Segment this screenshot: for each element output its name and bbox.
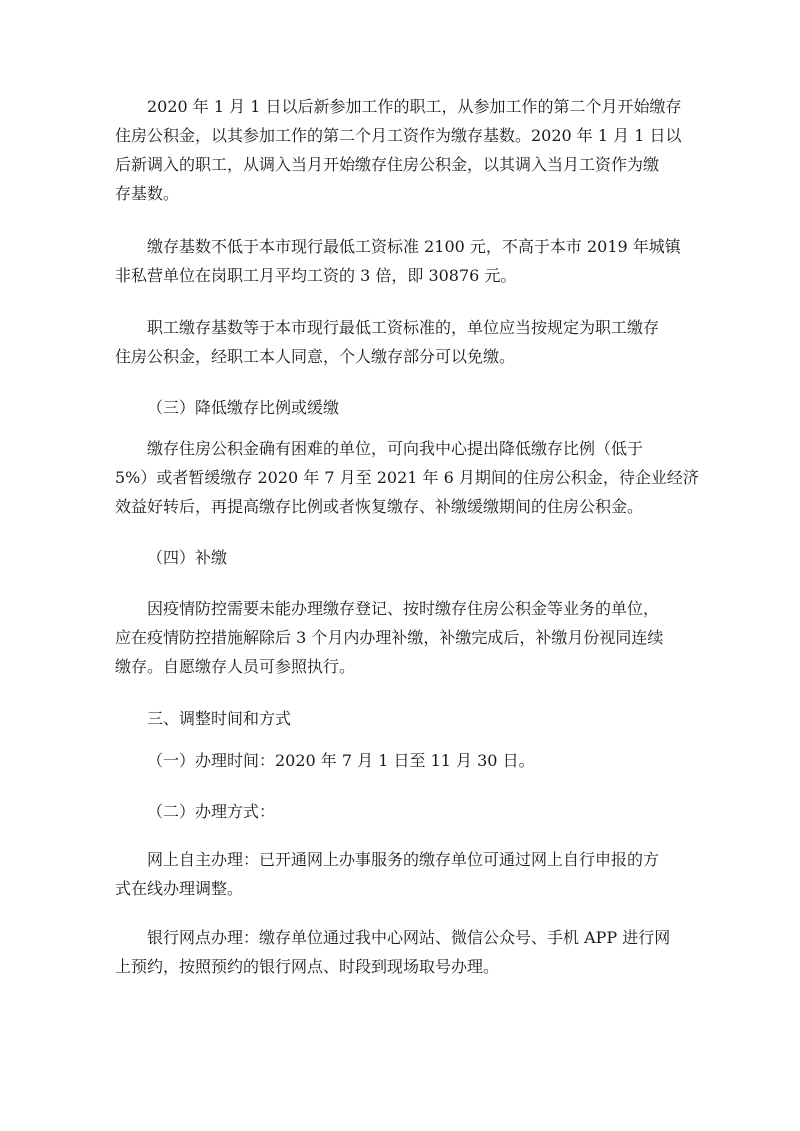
text-line: 存基数。 [115,184,180,203]
text-line: 因疫情防控需要未能办理缴存登记、按时缴存住房公积金等业务的单位， [147,599,660,618]
processing-method-heading: （二）办理方式： [147,802,276,821]
paragraph-base-limits [115,232,692,290]
section-heading-back-payment: （四）补缴 [147,548,228,567]
text-line: 缴存基数不低于本市现行最低工资标准 2100 元，不高于本市 2019 年城镇 [147,237,681,256]
text-line: 5%）或者暂缓缴存 2020 年 7 月至 2021 年 6 月期间的住房公积金，待企业经济 [115,468,699,487]
text-line: 应在疫情防控措施解除后 3 个月内办理补缴，补缴完成后，补缴月份视同连续 [115,628,664,647]
paragraph-minimum-wage-rule [115,313,692,371]
processing-time: （一）办理时间：2020 年 7 月 1 日至 11 月 30 日。 [147,751,535,770]
text-line: 住房公积金，以其参加工作的第二个月工资作为缴存基数。2020 年 1 月 1 日以 [115,126,682,145]
section-heading-timing-and-method: 三、调整时间和方式 [147,709,292,728]
section-heading-reduce-or-defer: （三）降低缴存比例或缓缴 [147,398,340,417]
paragraph-reduce-or-defer [115,434,699,521]
text-line: 缴存。自愿缴存人员可参照执行。 [115,657,356,676]
text-line: 后新调入的职工，从调入当月开始缴存住房公积金，以其调入当月工资作为缴 [115,155,660,174]
paragraph-new-employee-base [115,92,692,208]
text-line: 非私营单位在岗职工月平均工资的 3 倍，即 30876 元。 [115,266,517,285]
paragraph-back-payment [115,594,692,681]
text-line: 住房公积金，经职工本人同意，个人缴存部分可以免缴。 [115,347,516,366]
paragraph-online-processing [115,845,692,903]
text-line: 网上自主办理：已开通网上办事服务的缴存单位可通过网上自行申报的方 [147,850,660,869]
text-line: 效益好转后，再提高缴存比例或者恢复缴存、补缴缓缴期间的住房公积金。 [115,497,644,516]
text-line: 职工缴存基数等于本市现行最低工资标准的，单位应当按规定为职工缴存 [147,318,660,337]
text-line: 上预约，按照预约的银行网点、时段到现场取号办理。 [115,957,500,976]
paragraph-bank-branch-processing [115,923,692,981]
text-line: 银行网点办理：缴存单位通过我中心网站、微信公众号、手机 APP 进行网 [147,928,671,947]
text-line: 缴存住房公积金确有困难的单位，可向我中心提出降低缴存比例（低于 [147,439,644,458]
text-line: 式在线办理调整。 [115,879,244,898]
text-line: 2020 年 1 月 1 日以后新参加工作的职工，从参加工作的第二个月开始缴存 [147,97,682,116]
